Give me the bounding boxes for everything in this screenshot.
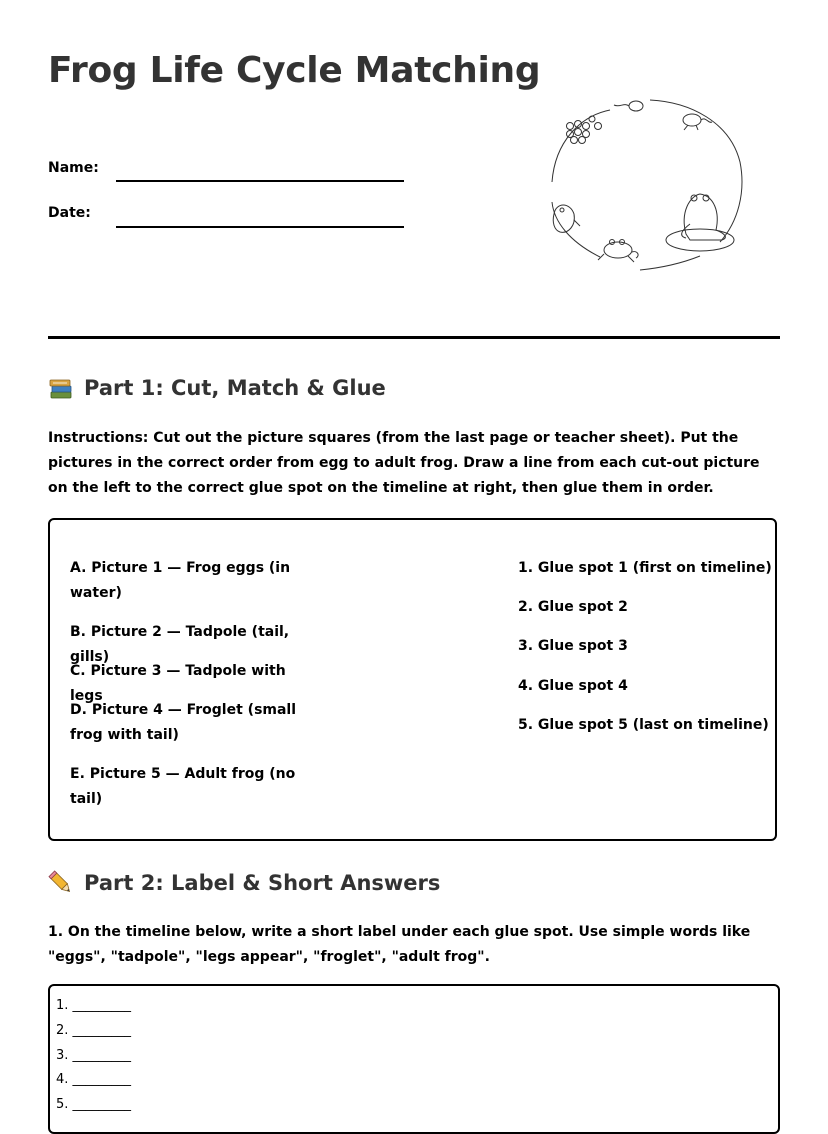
section-divider [48,336,780,339]
books-icon [48,375,74,401]
glue-spot-item: 2. Glue spot 2 [518,599,628,615]
egg-cluster-icon [567,116,602,144]
worksheet-title: Frog Life Cycle Matching [48,50,541,91]
answer-blank[interactable]: 3. _________ [56,1048,132,1063]
answer-blank[interactable]: 5. _________ [56,1097,132,1112]
name-field[interactable] [116,180,404,182]
date-field[interactable] [116,226,404,228]
adult-frog-icon [666,194,734,251]
picture-item: C. Picture 3 — Tadpole with legs [70,663,286,704]
picture-item: E. Picture 5 — Adult frog (no tail) [70,766,296,807]
picture-item: A. Picture 1 — Frog eggs (in water) [70,560,291,601]
picture-item: B. Picture 2 — Tadpole (tail, gills) [70,624,290,665]
date-label: Date: [48,205,91,221]
glue-spot-item: 5. Glue spot 5 (last on timeline) [518,717,769,733]
part2-heading: Part 2: Label & Short Answers [48,870,440,896]
name-label: Name: [48,160,99,176]
part1-instructions: Instructions: Cut out the picture squares (from the last page or teacher sheet). Put the pictures in the correct order from egg to adult frog. Draw a line from each cut-out picture on the left to the correct glue spot on the timeline at right, then glue them in order. [48,430,760,496]
tadpole-icon [614,101,643,111]
answer-blank[interactable]: 4. _________ [56,1072,132,1087]
answer-blank[interactable]: 1. _________ [56,998,132,1013]
answer-blank[interactable]: 2. _________ [56,1023,132,1038]
tadpole-with-legs-icon [683,114,712,130]
part1-heading: Part 1: Cut, Match & Glue [48,375,386,401]
label-answer-box [48,984,780,1134]
frog-life-cycle-illustration [540,92,752,274]
matching-box [48,518,777,841]
glue-spot-item: 1. Glue spot 1 (first on timeline) [518,560,772,576]
glue-spot-item: 4. Glue spot 4 [518,678,628,694]
froglet-icon [598,240,638,263]
pencil-icon [48,870,74,896]
part2-question: 1. On the timeline below, write a short label under each glue spot. Use simple words like "eggs", "tadpole", "legs appear", "froglet", "adult frog". [48,924,751,965]
picture-item: D. Picture 4 — Froglet (small frog with tail) [70,702,297,743]
glue-spot-item: 3. Glue spot 3 [518,638,628,654]
